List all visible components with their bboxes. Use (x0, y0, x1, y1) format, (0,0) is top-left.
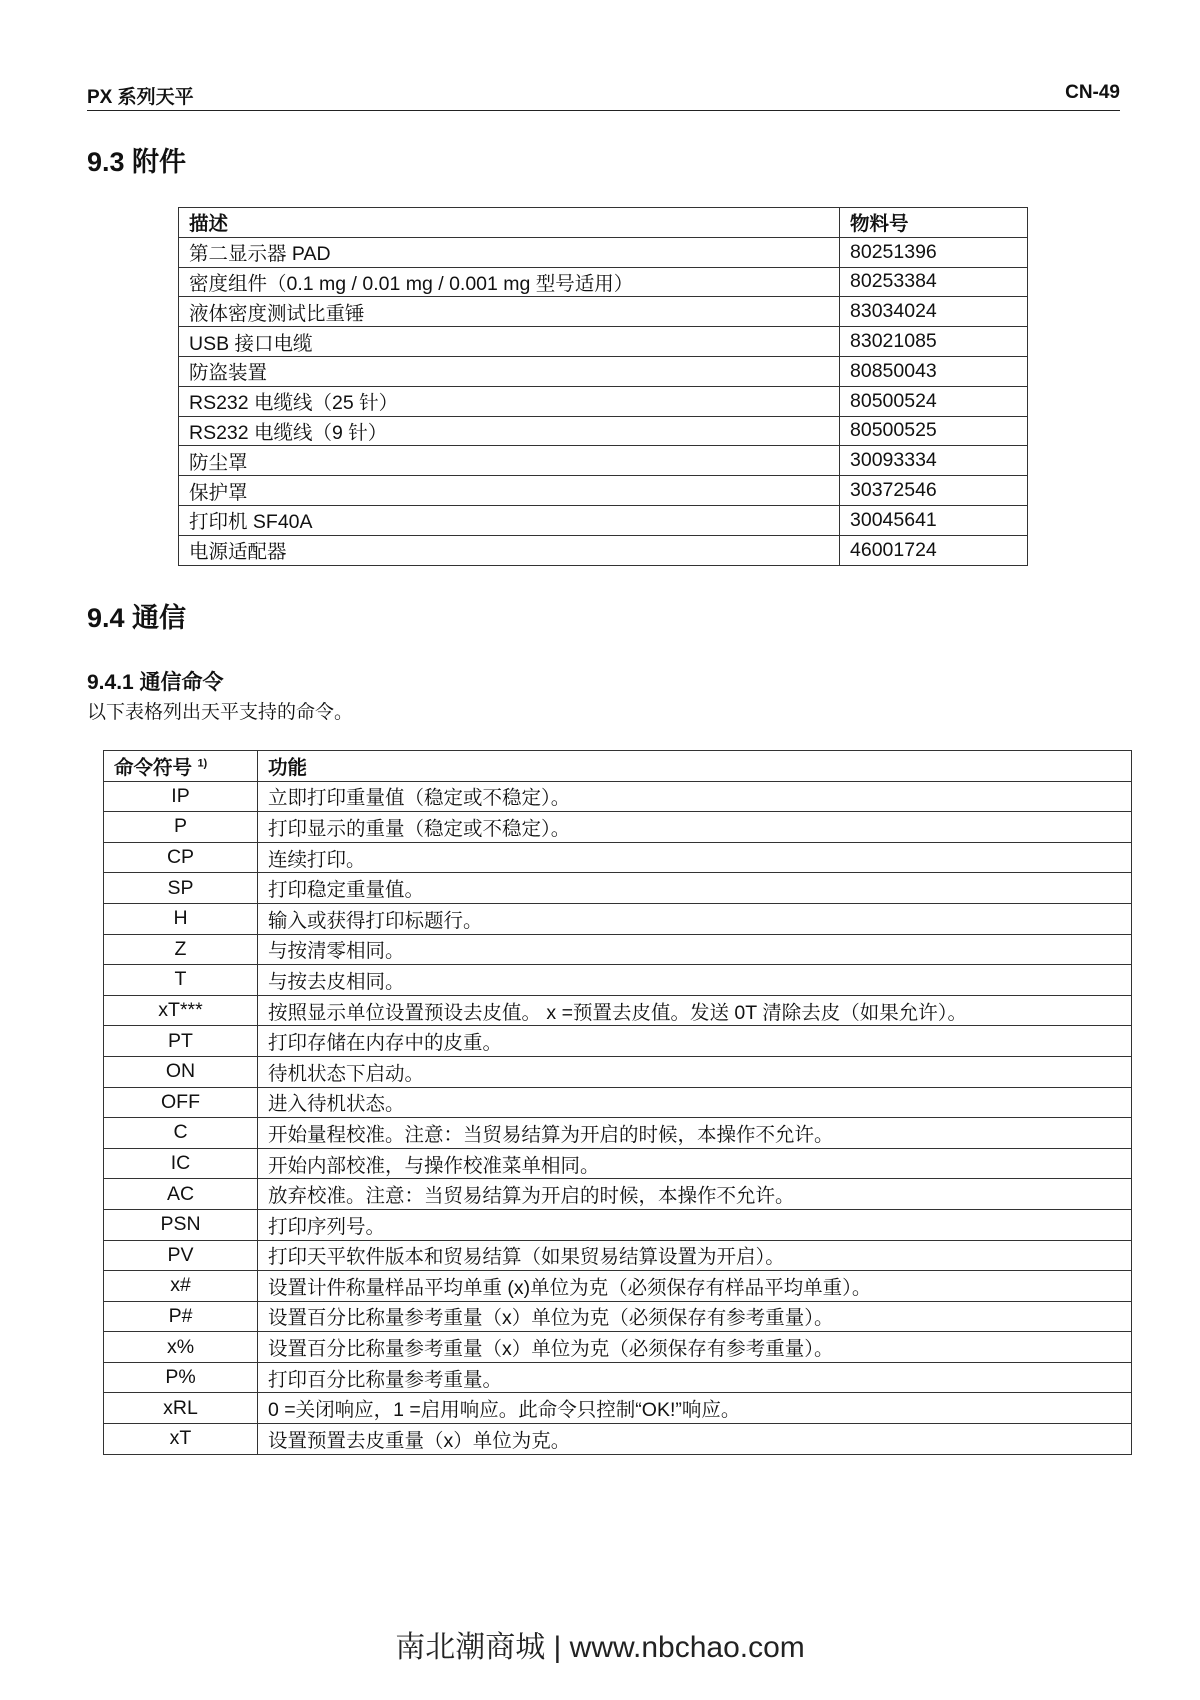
table-row (104, 1087, 1132, 1118)
command-symbol-cell: x# (104, 1271, 258, 1302)
section-heading-accessories: 9.3 附件 (87, 147, 187, 177)
table-row (179, 505, 1028, 535)
commands-table (103, 750, 1132, 1455)
column-header-command (104, 751, 258, 782)
accessory-description-cell: 保护罩 (179, 476, 840, 506)
accessory-part-number-cell: 46001724 (840, 535, 1028, 565)
section-heading-communication: 9.4 通信 (87, 603, 187, 633)
table-row (104, 965, 1132, 996)
command-symbol-cell: T (104, 965, 258, 996)
command-symbol-cell: P (104, 812, 258, 843)
table-row (104, 1362, 1132, 1393)
command-symbol-cell: SP (104, 873, 258, 904)
accessory-description-cell: 液体密度测试比重锤 (179, 297, 840, 327)
accessory-part-number-cell: 83034024 (840, 297, 1028, 327)
command-function-cell: 打印天平软件版本和贸易结算（如果贸易结算设置为开启）。 (258, 1240, 1132, 1271)
table-row (104, 1240, 1132, 1271)
command-symbol-cell: H (104, 903, 258, 934)
command-function-cell: 立即打印重量值（稳定或不稳定）。 (258, 781, 1132, 812)
accessory-part-number-cell: 30372546 (840, 476, 1028, 506)
accessory-description-cell: RS232 电缆线（9 针） (179, 416, 840, 446)
command-symbol-cell: xRL (104, 1393, 258, 1424)
command-symbol-cell: Z (104, 934, 258, 965)
table-row (104, 995, 1132, 1026)
accessories-table (178, 207, 1028, 566)
command-symbol-cell: OFF (104, 1087, 258, 1118)
command-function-cell: 打印存储在内存中的皮重。 (258, 1026, 1132, 1057)
command-symbol-cell: C (104, 1118, 258, 1149)
accessory-description-cell: 防盗装置 (179, 356, 840, 386)
command-function-cell: 设置百分比称量参考重量（x）单位为克（必须保存有参考重量）。 (258, 1332, 1132, 1363)
table-row (179, 386, 1028, 416)
footer-watermark: 南北潮商城 | www.nbchao.com (395, 1631, 805, 1664)
table-row (104, 1271, 1132, 1302)
table-row (104, 1393, 1132, 1424)
command-function-cell: 设置计件称量样品平均单重 (x)单位为克（必须保存有样品平均单重）。 (258, 1271, 1132, 1302)
command-symbol-cell: CP (104, 842, 258, 873)
command-function-cell: 设置预置去皮重量（x）单位为克。 (258, 1424, 1132, 1455)
table-header-row (179, 208, 1028, 238)
accessory-description-cell: 防尘罩 (179, 446, 840, 476)
table-row (104, 781, 1132, 812)
command-function-cell: 进入待机状态。 (258, 1087, 1132, 1118)
table-row (179, 267, 1028, 297)
table-row (104, 1026, 1132, 1057)
command-function-cell: 打印序列号。 (258, 1209, 1132, 1240)
command-function-cell: 0 =关闭响应，1 =启用响应。此命令只控制“OK!”响应。 (258, 1393, 1132, 1424)
column-header-function: 功能 (258, 751, 1132, 782)
command-function-cell: 开始内部校准，与操作校准菜单相同。 (258, 1148, 1132, 1179)
column-header-part-number: 物料号 (840, 208, 1028, 238)
command-function-cell: 设置百分比称量参考重量（x）单位为克（必须保存有参考重量）。 (258, 1301, 1132, 1332)
table-row (179, 297, 1028, 327)
table-row (104, 934, 1132, 965)
command-header-label: 命令符号 (114, 756, 193, 779)
command-function-cell: 连续打印。 (258, 842, 1132, 873)
accessory-part-number-cell: 30045641 (840, 505, 1028, 535)
command-function-cell: 放弃校准。注意：当贸易结算为开启的时候，本操作不允许。 (258, 1179, 1132, 1210)
command-function-cell: 打印稳定重量值。 (258, 873, 1132, 904)
table-header-row (104, 751, 1132, 782)
table-row (104, 903, 1132, 934)
accessory-description-cell: 密度组件（0.1 mg / 0.01 mg / 0.001 mg 型号适用） (179, 267, 840, 297)
command-function-cell: 与按去皮相同。 (258, 965, 1132, 996)
command-function-cell: 输入或获得打印标题行。 (258, 903, 1132, 934)
table-row (104, 1179, 1132, 1210)
footnote-mark: 1) (197, 757, 208, 770)
accessory-part-number-cell: 80251396 (840, 237, 1028, 267)
table-row (179, 535, 1028, 565)
table-row (104, 1056, 1132, 1087)
command-symbol-cell: xT*** (104, 995, 258, 1026)
subsection-heading-commands: 9.4.1 通信命令 (87, 671, 224, 694)
table-row (179, 327, 1028, 357)
table-row (104, 842, 1132, 873)
accessory-description-cell: 电源适配器 (179, 535, 840, 565)
command-symbol-cell: IP (104, 781, 258, 812)
intro-text: 以下表格列出天平支持的命令。 (87, 702, 354, 723)
accessory-part-number-cell: 80500524 (840, 386, 1028, 416)
command-symbol-cell: ON (104, 1056, 258, 1087)
command-function-cell: 打印百分比称量参考重量。 (258, 1362, 1132, 1393)
table-row (179, 416, 1028, 446)
command-function-cell: 与按清零相同。 (258, 934, 1132, 965)
accessory-part-number-cell: 80500525 (840, 416, 1028, 446)
table-row (179, 356, 1028, 386)
accessory-description-cell: USB 接口电缆 (179, 327, 840, 357)
command-symbol-cell: IC (104, 1148, 258, 1179)
table-row (179, 237, 1028, 267)
table-row (104, 812, 1132, 843)
accessory-part-number-cell: 80253384 (840, 267, 1028, 297)
table-row (179, 446, 1028, 476)
command-symbol-cell: AC (104, 1179, 258, 1210)
accessory-part-number-cell: 80850043 (840, 356, 1028, 386)
accessory-part-number-cell: 83021085 (840, 327, 1028, 357)
command-function-cell: 按照显示单位设置预设去皮值。 x =预置去皮值。发送 0T 清除去皮（如果允许）。 (258, 995, 1132, 1026)
command-function-cell: 打印显示的重量（稳定或不稳定）。 (258, 812, 1132, 843)
column-header-description: 描述 (179, 208, 840, 238)
command-symbol-cell: P# (104, 1301, 258, 1332)
table-row (104, 1332, 1132, 1363)
table-row (104, 1209, 1132, 1240)
table-row (104, 873, 1132, 904)
command-symbol-cell: x% (104, 1332, 258, 1363)
command-symbol-cell: P% (104, 1362, 258, 1393)
command-symbol-cell: xT (104, 1424, 258, 1455)
accessory-part-number-cell: 30093334 (840, 446, 1028, 476)
command-symbol-cell: PV (104, 1240, 258, 1271)
command-symbol-cell: PT (104, 1026, 258, 1057)
header-title: PX 系列天平 (87, 87, 194, 108)
accessory-description-cell: RS232 电缆线（25 针） (179, 386, 840, 416)
command-symbol-cell: PSN (104, 1209, 258, 1240)
table-row (104, 1118, 1132, 1149)
command-function-cell: 待机状态下启动。 (258, 1056, 1132, 1087)
table-row (104, 1424, 1132, 1455)
accessory-description-cell: 打印机 SF40A (179, 505, 840, 535)
table-row (179, 476, 1028, 506)
table-row (104, 1301, 1132, 1332)
accessory-description-cell: 第二显示器 PAD (179, 237, 840, 267)
page-header (87, 80, 1120, 111)
table-row (104, 1148, 1132, 1179)
page-number: CN-49 (1065, 82, 1120, 103)
command-function-cell: 开始量程校准。注意：当贸易结算为开启的时候，本操作不允许。 (258, 1118, 1132, 1149)
